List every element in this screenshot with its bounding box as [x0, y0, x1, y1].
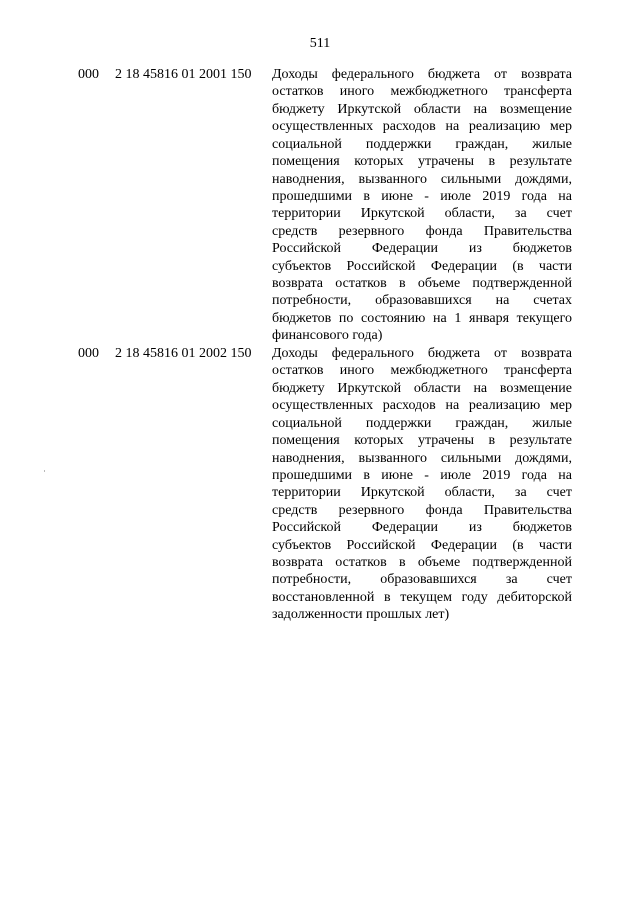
- description-line: осуществленных расходов на реализацию мер: [272, 398, 572, 414]
- description-line: наводнения, вызванного сильными дождями,: [272, 450, 572, 466]
- description-line: наводнения, вызванного сильными дождями,: [272, 171, 572, 187]
- description-line: бюджету Иркутской области на возмещение: [272, 101, 572, 117]
- description-line: потребности, образовавшихся за счет: [272, 572, 572, 588]
- admin-code: 000: [78, 67, 99, 82]
- description-line: Российской Федерации из бюджетов: [272, 241, 572, 257]
- description-line: средств резервного фонда Правительства: [272, 502, 572, 518]
- description-line: прошедшими в июне - июле 2019 года на: [272, 467, 572, 483]
- description-line: территории Иркутской области, за счет: [272, 206, 572, 222]
- description-line: прошедшими в июне - июле 2019 года на: [272, 188, 572, 204]
- description-line: помещения которых утрачены в результате: [272, 433, 572, 449]
- description-line: социальной поддержки граждан, жилые: [272, 136, 572, 152]
- description-line: возврата остатков в объеме подтвержденной: [272, 555, 572, 571]
- description-line: остатков иного межбюджетного трансферта: [272, 363, 572, 379]
- admin-code: 000: [78, 346, 99, 361]
- description-line: территории Иркутской области, за счет: [272, 485, 572, 501]
- description-line: финансового года): [272, 328, 383, 344]
- description-line: социальной поддержки граждан, жилые: [272, 415, 572, 431]
- page-number: 511: [309, 36, 331, 51]
- description-line: субъектов Российской Федерации (в части: [272, 537, 572, 553]
- description-line: средств резервного фонда Правительства: [272, 223, 572, 239]
- description-line: восстановленной в текущем году дебиторской: [272, 589, 572, 605]
- description-line: субъектов Российской Федерации (в части: [272, 258, 572, 274]
- description-line: потребности, образовавшихся на счетах: [272, 293, 572, 309]
- description-line: осуществленных расходов на реализацию мер: [272, 119, 572, 135]
- description-line: помещения которых утрачены в результате: [272, 154, 572, 170]
- description-line: Доходы федерального бюджета от возврата: [272, 67, 572, 82]
- kbk-code: 2 18 45816 01 2001 150: [115, 67, 252, 82]
- entry-description: [272, 66, 572, 345]
- description-line: возврата остатков в объеме подтвержденной: [272, 276, 572, 292]
- description-line: бюджетов по состоянию на 1 января текущего: [272, 310, 572, 326]
- scan-speck: [44, 470, 45, 472]
- description-line: остатков иного межбюджетного трансферта: [272, 84, 572, 100]
- description-line: Доходы федерального бюджета от возврата: [272, 346, 572, 361]
- description-line: бюджету Иркутской области на возмещение: [272, 380, 572, 396]
- description-line: задолженности прошлых лет): [272, 607, 450, 623]
- description-line: Российской Федерации из бюджетов: [272, 520, 572, 536]
- entry-description: [272, 345, 572, 624]
- kbk-code: 2 18 45816 01 2002 150: [115, 346, 252, 361]
